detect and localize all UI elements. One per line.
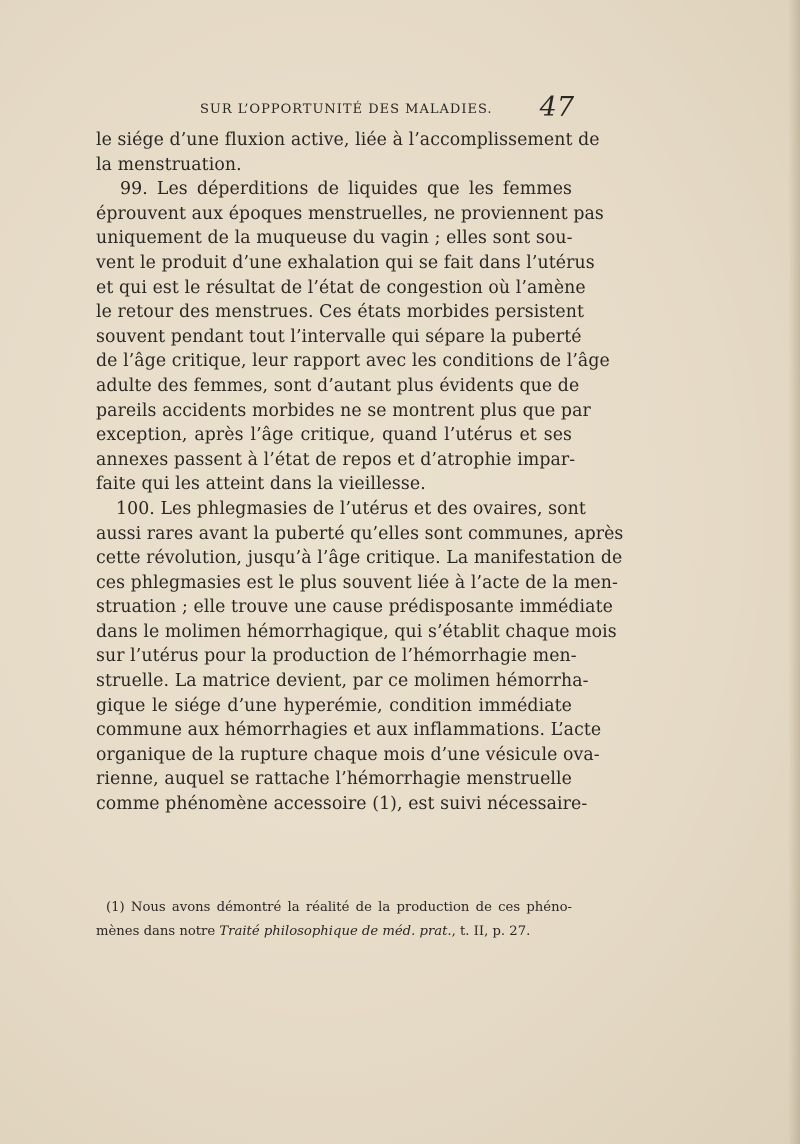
text-line: souvent pendant tout l’intervalle qui sépare la puberté	[96, 326, 582, 347]
text-line: faite qui les atteint dans la vieillesse.	[96, 474, 426, 495]
text-line: struation ; elle trouve une cause prédisposante immédiate	[96, 597, 613, 618]
footnote-line	[96, 920, 572, 944]
text-line: commune aux hémorrhagies et aux inflammations. L’acte	[96, 720, 602, 741]
footnote-text: mènes dans notre	[96, 924, 220, 939]
text-line: comme phénomène accessoire (1), est suivi nécessaire-	[96, 794, 588, 815]
body-text	[96, 128, 624, 817]
page-number: 47	[539, 92, 574, 123]
text-line: vent le produit d’une exhalation qui se fait dans l’utérus	[96, 252, 595, 273]
text-line: pareils accidents morbides ne se montrent plus que par	[96, 400, 591, 421]
text-line: sur l’utérus pour la production de l’hémorrhagie men-	[96, 646, 577, 667]
text-line: le retour des menstrues. Ces états morbides persistent	[96, 302, 584, 323]
running-head	[96, 92, 584, 130]
text-line: de l’âge critique, leur rapport avec les conditions de l’âge	[96, 351, 610, 372]
footnote-line: (1) Nous avons démontré la réalité de la production de ces phéno-	[106, 900, 572, 915]
footnote-citation-title: Traité philosophique de méd. prat.	[219, 924, 452, 939]
text-line: le siége d’une fluxion active, liée à l’accomplissement de	[96, 130, 600, 150]
text-line: uniquement de la muqueuse du vagin ; elles sont sou-	[96, 228, 573, 249]
text-line: éprouvent aux époques menstruelles, ne proviennent pas	[96, 203, 604, 224]
text-line: gique le siége d’une hyperémie, condition immédiate	[96, 695, 572, 716]
text-line: annexes passent à l’état de repos et d’atrophie impar-	[96, 449, 576, 470]
paragraph-99-start: 99. Les déperditions de liquides que les femmes	[120, 179, 572, 200]
text-line: aussi rares avant la puberté qu’elles sont communes, après	[96, 523, 624, 544]
text-line: dans le molimen hémorrhagique, qui s’établit chaque mois	[96, 621, 617, 642]
text-line: organique de la rupture chaque mois d’une vésicule ova-	[96, 744, 600, 765]
text-line: ces phlegmasies est le plus souvent liée à l’acte de la men-	[96, 572, 618, 593]
text-line: rienne, auquel se rattache l’hémorrhagie menstruelle	[96, 769, 572, 790]
footnote	[96, 896, 572, 944]
page-edge-shadow	[788, 0, 800, 1144]
text-line: et qui est le résultat de l’état de congestion où l’amène	[96, 277, 586, 298]
running-title: SUR L’OPPORTUNITÉ DES MALADIES.	[200, 102, 493, 117]
paragraph-100-start: 100. Les phlegmasies de l’utérus et des ovaires, sont	[116, 498, 586, 519]
text-line: struelle. La matrice devient, par ce molimen hémorrha-	[96, 671, 589, 692]
footnote-text: , t. II, p. 27.	[451, 924, 531, 939]
text-line: adulte des femmes, sont d’autant plus évidents que de	[96, 375, 580, 396]
text-line: la menstruation.	[96, 154, 242, 175]
text-line: exception, après l’âge critique, quand l’utérus et ses	[96, 425, 572, 446]
text-line: cette révolution, jusqu’à l’âge critique. La manifestation de	[96, 548, 623, 569]
